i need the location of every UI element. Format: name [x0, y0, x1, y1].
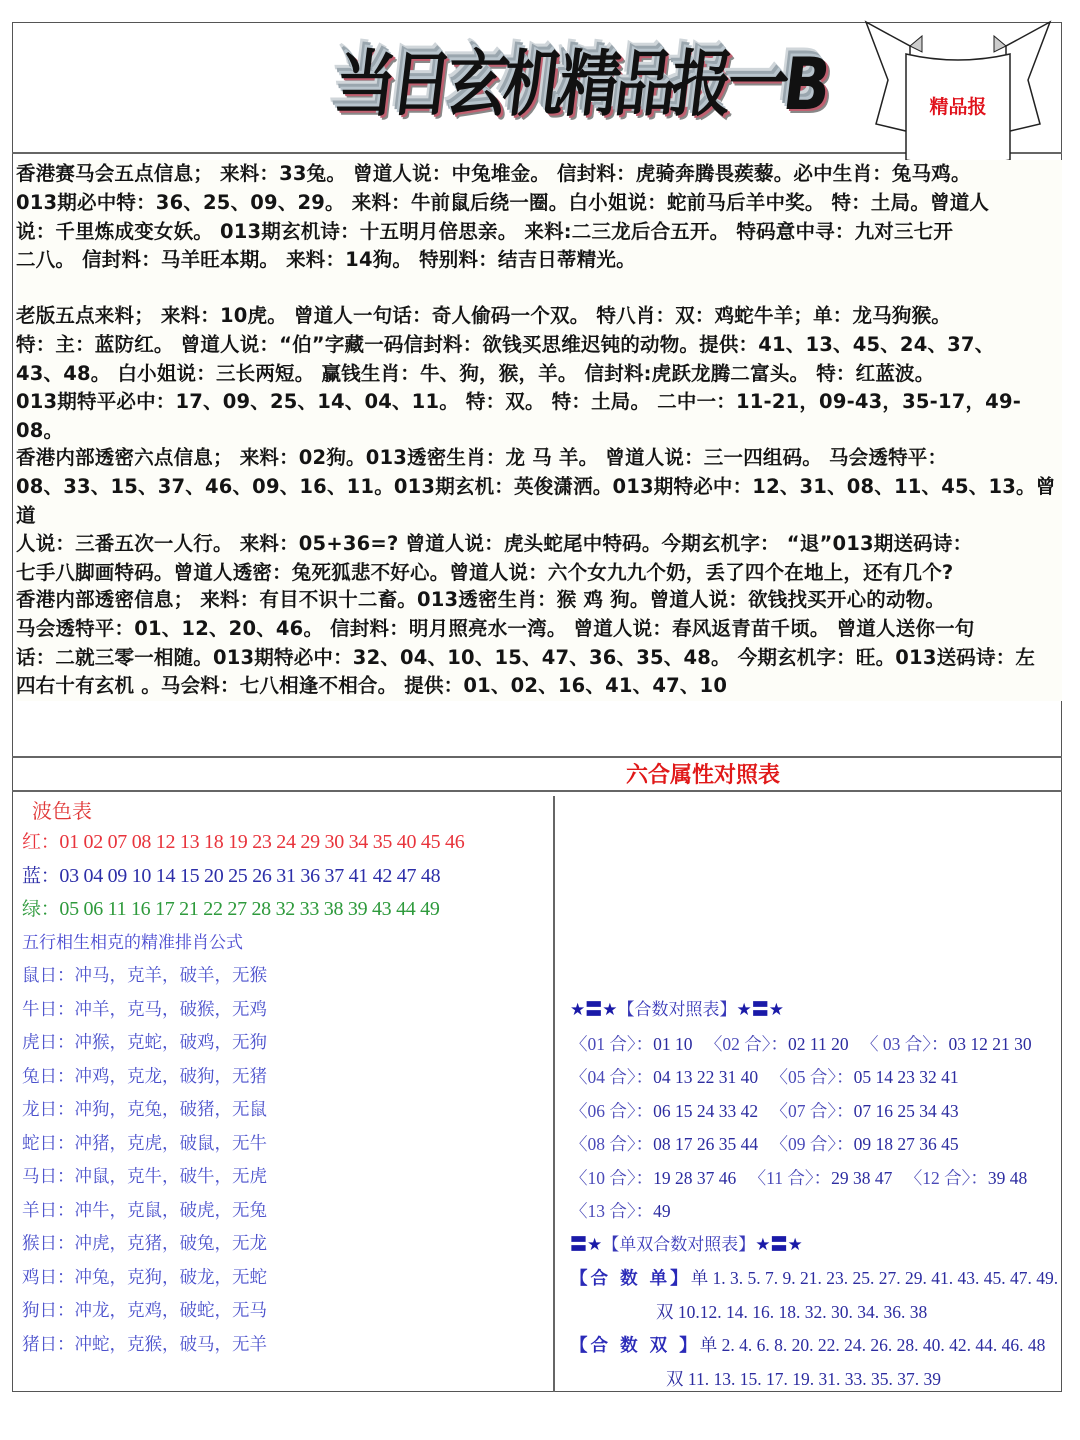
info-line: 特：主：蓝防红。 曾道人说：“伯”字藏一码信封料：欲钱买思维迟钝的动物。提供：41、13、45、24、37、 — [16, 332, 995, 356]
info-line: 香港内部透密信息； 来料：有目不识十二畜。013透密生肖：猴 鸡 狗。曾道人说：欲钱找买开心的动物。 — [16, 588, 946, 611]
odd-even-row: 双 10.12. 14. 16. 18. 32. 30. 34. 36. 38 — [656, 1301, 928, 1322]
wave-numbers: 03 04 09 10 14 15 20 25 26 31 36 37 41 42 47 48 — [59, 864, 441, 887]
info-line: 013期特平必中：17、09、25、14、04、11。 特：双。 特：土局。 二中一：11-21，09-43，35-17，49-08。 — [16, 390, 1022, 443]
ribbon-label: 精品报 — [929, 96, 987, 118]
info-block — [16, 302, 1062, 443]
info-line: 话：二就三零一相随。013期特必中：32、04、10、15、47、36、35、48。 今期玄机字：旺。013送码诗：左 — [16, 645, 1036, 669]
formula-row: 羊日：冲牛，克鼠，破虎，无兔 — [22, 1200, 267, 1221]
formula-row: 牛日：冲羊，克马，破猴，无鸡 — [22, 999, 267, 1020]
star-icon: ★〓★ — [736, 1000, 784, 1020]
sum-row: 〈10 合〉：19 28 37 46 〈11 合〉：29 38 47 〈12 合〉：39 48 — [570, 1167, 1028, 1188]
info-line: 老版五点来料； 来料：10虎。 曾道人一句话：奇人偷码一个双。 特八肖：双：鸡蛇牛羊；单：龙马狗猴。 — [16, 304, 952, 327]
info-line: 人说：三番五次一人行。 来料：05+36=? 曾道人说：虎头蛇尾中特码。今期玄机字： “退”013期送码诗： — [16, 532, 973, 556]
star-icon: ★〓★ — [755, 1234, 803, 1255]
formula-title: 五行相生相克的精准排肖公式 — [22, 932, 243, 953]
info-line: 香港内部透密六点信息； 来料：02狗。013透密生肖：龙 马 羊。 曾道人说：三一四组码。 马会透特平： — [16, 446, 948, 469]
info-line: 013期必中特：36、25、09、29。 来料：牛前鼠后绕一圈。白小姐说：蛇前马后羊中奖。 特：土局。曾道人 — [16, 190, 990, 214]
wave-label: 蓝： — [22, 864, 60, 887]
right-column — [570, 994, 1059, 1396]
formula-row: 马日：冲鼠，克牛，破牛，无虎 — [22, 1167, 267, 1187]
wave-numbers: 01 02 07 08 12 13 18 19 23 24 29 30 34 35 40 45 46 — [59, 831, 465, 853]
formula-row: 兔日：冲鸡，克龙，破狗，无猪 — [22, 1066, 267, 1087]
odd-even-table-title: 〓★【单双合数对照表】★〓★ — [570, 1234, 803, 1255]
formula-row: 虎日：冲猴，克蛇，破鸡，无狗 — [22, 1033, 267, 1053]
wave-numbers: 05 06 11 16 17 21 22 27 28 32 33 38 39 43 44 49 — [59, 898, 440, 920]
info-line: 马会透特平：01、12、20、46。 信封料：明月照亮水一湾。 曾道人说：春风返青苗千顷。 曾道人送你一句 — [16, 616, 975, 640]
odd-even-row: 双 11. 13. 15. 17. 19. 31. 33. 35. 37. 39 — [666, 1368, 941, 1389]
wave-row-green — [22, 893, 547, 927]
formula-row: 蛇日：冲猪，克虎，破鼠，无牛 — [22, 1133, 267, 1154]
wave-row-blue — [22, 860, 547, 894]
section-divider — [12, 790, 1062, 792]
info-block — [16, 444, 1062, 585]
star-icon: 〓★ — [570, 1234, 603, 1255]
sum-row: 〈06 合〉：06 15 24 33 42 〈07 合〉：07 16 25 34 43 — [570, 1100, 959, 1121]
sum-row: 〈01 合〉：01 10 〈02 合〉：02 11 20 〈 03 合〉：03 12 21 30 — [570, 1033, 1032, 1054]
group-label: 【合 数 单】 — [570, 1269, 691, 1289]
info-line: 香港赛马会五点信息； 来料：33兔。 曾道人说：中兔堆金。 信封料：虎骑奔腾畏蒺藜。必中生肖：兔马鸡。 — [16, 162, 971, 185]
formula-row: 龙日：冲狗，克兔，破猪，无鼠 — [22, 1100, 267, 1120]
section-divider — [12, 756, 1062, 758]
sum-table-title: ★〓★【合数对照表】★〓★ — [570, 1000, 784, 1020]
info-block — [16, 586, 1062, 701]
odd-even-row: 【合 数 双 】单 2. 4. 6. 8. 20. 22. 24. 26. 28. 40. 42. 44. 46. 48 — [570, 1335, 1046, 1356]
info-block — [16, 160, 1062, 275]
formula-row: 鸡日：冲兔，克狗，破龙，无蛇 — [22, 1267, 267, 1288]
info-line: 七手八脚画特码。曾道人透密：兔死狐悲不好心。曾道人说：六个女九九个奶，丢了四个在地上，还有几个? — [16, 561, 954, 585]
formula-row: 鼠日：冲马，克羊，破羊，无猴 — [22, 966, 267, 986]
sum-row: 〈08 合〉：08 17 26 35 44 〈09 合〉：09 18 27 36 45 — [570, 1134, 959, 1154]
formula-row: 猴日：冲虎，克猪，破兔，无龙 — [22, 1234, 267, 1254]
sum-row: 〈04 合〉：04 13 22 31 40 〈05 合〉：05 14 23 32 41 — [570, 1067, 959, 1087]
section-title: 六合属性对照表 — [626, 763, 781, 788]
info-line: 08、33、15、37、46、09、16、11。013期玄机：英俊潇洒。013期特必中：12、31、08、11、45、13。曾道 — [16, 474, 1056, 527]
formula-row: 狗日：冲龙，克鸡，破蛇，无马 — [22, 1301, 267, 1321]
column-divider — [553, 796, 555, 1392]
wave-label: 红： — [22, 831, 60, 853]
odd-even-row: 【合 数 单】单 1. 3. 5. 7. 9. 21. 23. 25. 27. 29. 41. 43. 45. 47. 49. — [570, 1268, 1059, 1289]
left-column — [22, 796, 547, 1362]
star-icon: ★〓★ — [570, 1000, 618, 1020]
info-line: 说：千里炼成变女妖。 013期玄机诗：十五明月倍思亲。 来料:二三龙后合五开。 特码意中寻：九对三七开 — [16, 219, 954, 243]
info-line: 43、48。 白小姐说：三长两短。 赢钱生肖：牛、狗，猴，羊。 信封料:虎跃龙腾二富头。 特：红蓝波。 — [16, 361, 935, 385]
page-title: 当日玄机精品报一B — [330, 42, 831, 126]
formula-row: 猪日：冲蛇，克猴，破马，无羊 — [22, 1334, 267, 1355]
group-label: 【合 数 双 】 — [570, 1336, 700, 1356]
wave-row-red — [22, 826, 547, 860]
info-line: 二八。 信封料：马羊旺本期。 来料：14狗。 特别料：结吉日蒂精光。 — [16, 248, 636, 272]
ribbon-badge — [858, 20, 1058, 165]
wave-table-title: 波色表 — [32, 799, 92, 823]
info-section — [16, 160, 1062, 701]
wave-label: 绿： — [22, 898, 60, 920]
info-line: 四右十有玄机 。马会料：七八相逢不相合。 提供：01、02、16、41、47、10 — [16, 674, 728, 698]
sum-row: 〈13 合〉：49 — [570, 1201, 671, 1221]
